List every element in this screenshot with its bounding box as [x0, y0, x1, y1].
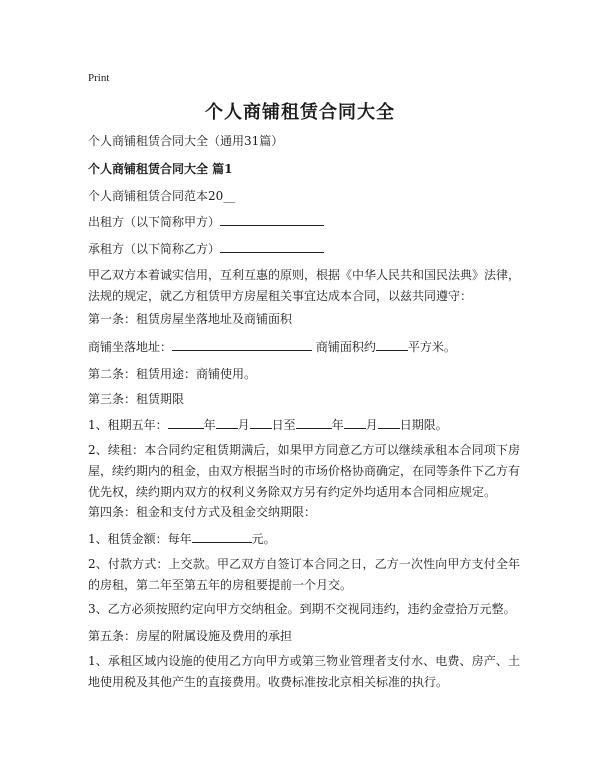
end-year-blank	[296, 416, 332, 429]
rent-line	[88, 530, 276, 549]
rent-unit: 元。	[251, 532, 276, 546]
lessee-label: 承租方（以下简称乙方）	[88, 242, 221, 256]
area-blank	[376, 338, 408, 351]
start-year-label: 年	[203, 418, 216, 432]
term-line	[88, 416, 448, 435]
day-to-label: 日至	[271, 418, 296, 432]
print-label: Print	[88, 72, 110, 84]
sample-label: 个人商铺租赁合同范本20__	[88, 189, 236, 203]
renewal-paragraph: 2、续租：本合同约定租赁期满后，如果甲方同意乙方可以继续承租本合同项下房屋，续约期内的租金，由双方根据当时的市场价格协商确定，在同等条件下乙方有优先权，续约期内双方的权利义务除双方另有约定外均适用本合同相应规定。	[88, 443, 521, 499]
lessor-blank	[220, 213, 324, 226]
article-2: 第二条：租赁用途：商铺使用。	[88, 367, 257, 381]
end-day-blank	[378, 416, 400, 429]
document-subtitle: 个人商铺租赁合同大全（通用31篇）	[88, 134, 284, 148]
intro-paragraph: 甲乙双方本着诚实信用，互利互惠的原则，根据《中华人民共和国民法典》法律，法规的规定，就乙方租赁甲方房屋租关事宜达成本合同，以兹共同遵守：	[88, 268, 521, 303]
end-month-label: 月	[365, 418, 378, 432]
lessee-blank	[220, 240, 324, 253]
address-label: 商铺坐落地址：	[88, 340, 173, 354]
section-heading: 个人商铺租赁合同大全 篇1	[88, 162, 233, 176]
start-day-blank	[250, 416, 272, 429]
article-1-title: 第一条：租赁房屋坐落地址及商铺面积	[88, 312, 293, 326]
address-blank	[172, 338, 312, 351]
article-5-item-1: 1、承租区域内设施的使用乙方向甲方或第三物业管理者支付水、电费、房产、土地使用税及其他产生的直接费用。收费标准按北京相关标准的执行。	[88, 654, 520, 689]
article-1-address-line	[88, 338, 456, 357]
rent-prefix: 1、租赁金额：每年	[88, 532, 192, 546]
term-prefix: 1、租期五年：	[88, 418, 168, 432]
area-label: 商铺面积约	[315, 340, 376, 354]
article-3-title: 第三条：租赁期限	[88, 392, 185, 406]
breach-paragraph: 3、乙方必须按照约定向甲方交纳租金。到期不交视同违约，违约金壹拾万元整。	[88, 602, 516, 616]
article-5-title: 第五条：房屋的附属设施及费用的承担	[88, 629, 293, 643]
area-unit: 平方米。	[407, 340, 456, 354]
lessee-line	[88, 240, 324, 259]
payment-paragraph: 2、付款方式：上交款。甲乙双方自签订本合同之日，乙方一次性向甲方支付全年的房租，第二年至第五年的房租要提前一个月交。	[88, 557, 520, 592]
lessor-label: 出租方（以下简称甲方）	[88, 215, 221, 229]
end-year-label: 年	[331, 418, 344, 432]
start-year-blank	[168, 416, 204, 429]
article-4-title: 第四条：租金和支付方式及租金交纳期限：	[88, 505, 317, 519]
end-month-blank	[344, 416, 366, 429]
start-month-label: 月	[237, 418, 250, 432]
start-month-blank	[216, 416, 238, 429]
expire-label: 日期限。	[399, 418, 448, 432]
rent-blank	[192, 530, 252, 543]
document-title: 个人商铺租赁合同大全	[205, 102, 395, 123]
lessor-line	[88, 213, 324, 232]
